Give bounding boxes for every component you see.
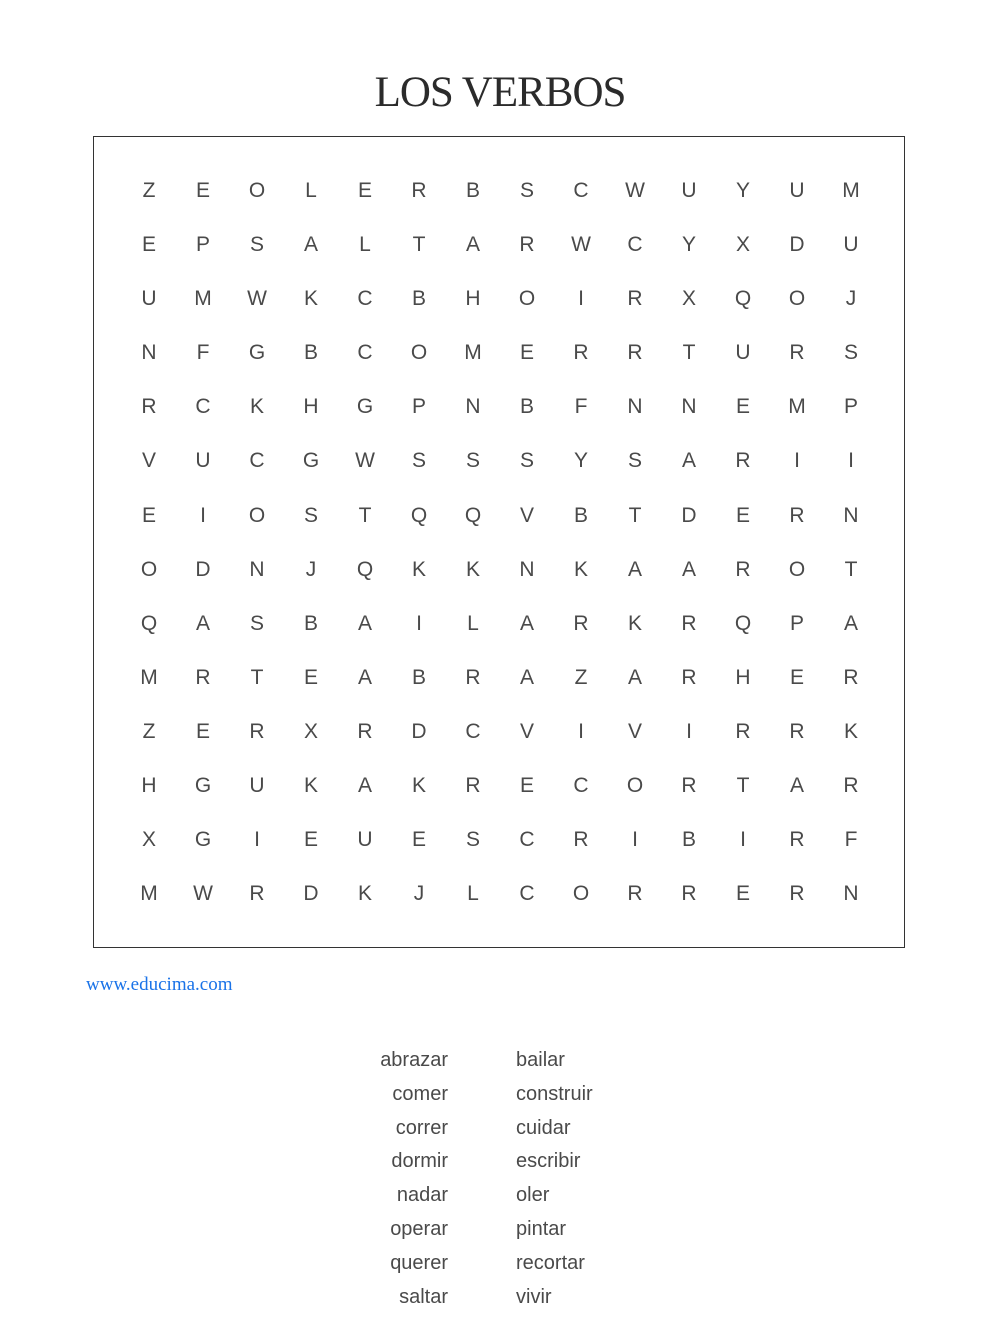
grid-letter[interactable]: A xyxy=(357,611,372,635)
grid-letter[interactable]: A xyxy=(789,774,804,798)
grid-letter[interactable]: S xyxy=(465,449,480,473)
grid-letter[interactable]: N xyxy=(681,395,697,419)
grid-letter[interactable]: C xyxy=(357,341,373,365)
grid-letter[interactable]: S xyxy=(249,611,264,635)
grid-letter[interactable]: T xyxy=(358,503,372,527)
word-item: vivir xyxy=(516,1285,552,1308)
grid-letter[interactable]: R xyxy=(519,233,535,257)
grid-letter[interactable]: T xyxy=(844,557,858,581)
grid-letter[interactable]: U xyxy=(249,774,265,798)
grid-letter[interactable]: T xyxy=(250,665,264,689)
grid-letter[interactable]: G xyxy=(194,774,212,798)
grid-letter[interactable]: E xyxy=(735,395,750,419)
grid-letter[interactable]: E xyxy=(195,179,210,202)
word-item: bailar xyxy=(516,1049,565,1071)
grid-letter[interactable]: U xyxy=(195,449,211,473)
grid-letter[interactable]: B xyxy=(681,828,696,852)
grid-letter[interactable]: R xyxy=(843,774,859,798)
grid-letter[interactable]: U xyxy=(141,287,157,311)
grid-letter[interactable]: E xyxy=(303,828,318,852)
grid-letter[interactable]: C xyxy=(357,287,373,311)
grid-letter[interactable]: M xyxy=(842,179,860,202)
grid-letter[interactable]: R xyxy=(465,665,481,689)
grid-letter[interactable]: Z xyxy=(142,719,156,743)
grid-letter[interactable]: R xyxy=(681,882,697,906)
grid-letter[interactable]: T xyxy=(736,774,750,798)
grid-letter[interactable]: R xyxy=(573,611,589,635)
grid-letter[interactable]: P xyxy=(411,395,426,419)
grid-letter[interactable]: E xyxy=(519,341,534,365)
grid-letter[interactable]: G xyxy=(194,828,212,852)
grid-letter[interactable]: Z xyxy=(142,179,156,202)
grid-letter[interactable]: B xyxy=(411,665,426,689)
grid-letter[interactable]: S xyxy=(843,341,858,365)
grid-letter[interactable]: I xyxy=(686,719,692,743)
grid-letter[interactable]: A xyxy=(519,611,534,635)
grid-letter[interactable]: T xyxy=(412,233,426,257)
grid-letter[interactable]: R xyxy=(681,665,697,689)
grid-letter[interactable]: O xyxy=(572,882,590,906)
grid-letter[interactable]: S xyxy=(519,179,534,202)
grid-letter[interactable]: D xyxy=(681,503,697,527)
grid-letter[interactable]: O xyxy=(248,503,266,527)
grid-letter[interactable]: O xyxy=(518,287,536,311)
word-item: construir xyxy=(516,1082,593,1105)
grid-letter[interactable]: R xyxy=(789,503,805,527)
grid-letter[interactable]: O xyxy=(788,557,806,581)
grid-letter[interactable]: T xyxy=(682,341,696,365)
grid-letter[interactable]: W xyxy=(571,233,591,257)
grid-letter[interactable]: K xyxy=(357,882,372,906)
grid-letter[interactable]: M xyxy=(140,882,158,906)
grid-letter[interactable]: N xyxy=(843,503,859,527)
grid-letter[interactable]: R xyxy=(627,341,643,365)
grid-letter[interactable]: B xyxy=(303,341,318,365)
grid-letter[interactable]: K xyxy=(249,395,264,419)
grid-letter[interactable]: E xyxy=(411,828,426,852)
grid-letter[interactable]: H xyxy=(141,774,157,798)
word-list-right-column xyxy=(516,1044,593,1314)
letter-grid xyxy=(122,164,878,921)
grid-letter[interactable]: K xyxy=(411,557,426,581)
grid-letter[interactable]: G xyxy=(356,395,374,419)
grid-letter[interactable]: A xyxy=(627,665,642,689)
grid-letter[interactable]: Q xyxy=(410,503,428,527)
grid-letter[interactable]: W xyxy=(625,179,645,202)
grid-letter[interactable]: N xyxy=(141,341,157,365)
grid-letter[interactable]: R xyxy=(789,882,805,906)
grid-letter[interactable]: R xyxy=(411,179,427,202)
grid-letter[interactable]: Q xyxy=(140,611,158,635)
grid-letter[interactable]: R xyxy=(789,341,805,365)
word-item: escribir xyxy=(516,1150,581,1173)
grid-letter[interactable]: B xyxy=(303,611,318,635)
grid-letter[interactable]: O xyxy=(410,341,428,365)
grid-letter[interactable]: F xyxy=(844,828,858,852)
grid-letter[interactable]: R xyxy=(735,719,751,743)
grid-letter[interactable]: N xyxy=(465,395,481,419)
grid-letter[interactable]: R xyxy=(735,449,751,473)
grid-letter[interactable]: E xyxy=(735,503,750,527)
grid-letter[interactable]: C xyxy=(465,719,481,743)
grid-letter[interactable]: A xyxy=(357,665,372,689)
grid-letter[interactable]: B xyxy=(411,287,426,311)
grid-letter[interactable]: K xyxy=(411,774,426,798)
word-item: querer xyxy=(390,1251,448,1274)
grid-letter[interactable]: V xyxy=(519,719,534,743)
grid-letter[interactable]: V xyxy=(519,503,534,527)
grid-letter[interactable]: J xyxy=(845,287,857,311)
grid-letter[interactable]: I xyxy=(254,828,260,852)
grid-letter[interactable]: E xyxy=(195,719,210,743)
grid-letter[interactable]: G xyxy=(302,449,320,473)
grid-letter[interactable]: D xyxy=(411,719,427,743)
word-search-grid xyxy=(93,136,905,948)
grid-letter[interactable]: R xyxy=(573,828,589,852)
grid-letter[interactable]: L xyxy=(305,179,317,202)
grid-letter[interactable]: X xyxy=(303,719,318,743)
grid-letter[interactable]: S xyxy=(411,449,426,473)
grid-letter[interactable]: K xyxy=(303,287,318,311)
grid-letter[interactable]: R xyxy=(573,341,589,365)
grid-letter[interactable]: K xyxy=(843,719,858,743)
grid-letter[interactable]: U xyxy=(681,179,697,202)
grid-letter[interactable]: I xyxy=(200,503,206,527)
grid-letter[interactable]: B xyxy=(519,395,534,419)
grid-letter[interactable]: X xyxy=(735,233,750,257)
grid-letter[interactable]: J xyxy=(305,557,317,581)
word-list-left-column xyxy=(380,1044,448,1314)
grid-letter[interactable]: B xyxy=(465,179,480,202)
grid-letter[interactable]: E xyxy=(357,179,372,202)
grid-letter[interactable]: M xyxy=(140,665,158,689)
grid-letter[interactable]: I xyxy=(578,287,584,311)
word-item: operar xyxy=(390,1217,448,1240)
grid-letter[interactable]: M xyxy=(464,341,482,365)
grid-letter[interactable]: I xyxy=(416,611,422,635)
grid-letter[interactable]: F xyxy=(196,341,210,365)
grid-letter[interactable]: O xyxy=(248,179,266,202)
grid-letter[interactable]: A xyxy=(681,449,696,473)
grid-letter[interactable]: L xyxy=(467,882,479,906)
grid-letter[interactable]: I xyxy=(632,828,638,852)
grid-letter[interactable]: R xyxy=(249,882,265,906)
grid-letter[interactable]: Y xyxy=(573,449,588,473)
grid-letter[interactable]: G xyxy=(248,341,266,365)
grid-letter[interactable]: A xyxy=(195,611,210,635)
grid-letter[interactable]: E xyxy=(789,665,804,689)
grid-letter[interactable]: C xyxy=(195,395,211,419)
grid-letter[interactable]: P xyxy=(195,233,210,257)
grid-letter[interactable]: C xyxy=(519,828,535,852)
grid-letter[interactable]: C xyxy=(519,882,535,906)
grid-letter[interactable]: X xyxy=(681,287,696,311)
grid-letter[interactable]: O xyxy=(626,774,644,798)
grid-letter[interactable]: R xyxy=(789,828,805,852)
grid-letter[interactable]: H xyxy=(303,395,319,419)
page-title: LOS VERBOS xyxy=(374,69,626,116)
grid-letter[interactable]: U xyxy=(357,828,373,852)
grid-letter[interactable]: D xyxy=(195,557,211,581)
grid-letter[interactable]: R xyxy=(789,719,805,743)
grid-letter[interactable]: D xyxy=(789,233,805,257)
word-item: dormir xyxy=(391,1150,448,1173)
grid-letter[interactable]: R xyxy=(249,719,265,743)
grid-letter[interactable]: R xyxy=(681,611,697,635)
grid-letter[interactable]: P xyxy=(789,611,804,635)
grid-letter[interactable]: R xyxy=(195,665,211,689)
grid-letter[interactable]: A xyxy=(843,611,858,635)
grid-letter[interactable]: N xyxy=(519,557,535,581)
grid-letter[interactable]: Z xyxy=(574,665,588,689)
grid-letter[interactable]: N xyxy=(843,882,859,906)
grid-letter[interactable]: R xyxy=(735,557,751,581)
grid-letter[interactable]: M xyxy=(194,287,212,311)
word-item: saltar xyxy=(399,1285,448,1308)
grid-letter[interactable]: T xyxy=(628,503,642,527)
grid-letter[interactable]: K xyxy=(465,557,480,581)
grid-letter[interactable]: A xyxy=(303,233,318,257)
grid-letter[interactable]: U xyxy=(735,341,751,365)
grid-letter[interactable]: I xyxy=(848,449,854,473)
grid-letter[interactable]: R xyxy=(357,719,373,743)
grid-letter[interactable]: O xyxy=(140,557,158,581)
grid-letter[interactable]: R xyxy=(627,287,643,311)
word-item: pintar xyxy=(516,1217,567,1240)
grid-letter[interactable]: E xyxy=(735,882,750,906)
grid-letter[interactable]: K xyxy=(627,611,642,635)
grid-letter[interactable]: A xyxy=(681,557,696,581)
grid-letter[interactable]: R xyxy=(627,882,643,906)
word-item: abrazar xyxy=(380,1049,448,1071)
grid-letter[interactable]: C xyxy=(573,774,589,798)
grid-letter[interactable]: Y xyxy=(681,233,696,257)
grid-letter[interactable]: A xyxy=(627,557,642,581)
grid-letter[interactable]: S xyxy=(627,449,642,473)
grid-letter[interactable]: S xyxy=(303,503,318,527)
grid-letter[interactable]: C xyxy=(249,449,265,473)
word-item: oler xyxy=(516,1184,550,1207)
grid-letter[interactable]: W xyxy=(193,882,213,906)
grid-letter[interactable]: V xyxy=(627,719,642,743)
grid-letter[interactable]: A xyxy=(465,233,480,257)
grid-letter[interactable]: C xyxy=(627,233,643,257)
grid-letter[interactable]: A xyxy=(357,774,372,798)
grid-letter[interactable]: I xyxy=(740,828,746,852)
grid-letter[interactable]: D xyxy=(303,882,319,906)
grid-letter[interactable]: R xyxy=(681,774,697,798)
grid-letter[interactable]: E xyxy=(303,665,318,689)
grid-letter[interactable]: R xyxy=(141,395,157,419)
word-item: cuidar xyxy=(516,1116,571,1139)
grid-letter[interactable]: O xyxy=(788,287,806,311)
grid-letter[interactable]: E xyxy=(141,503,156,527)
word-item: nadar xyxy=(396,1184,448,1207)
grid-letter[interactable]: U xyxy=(789,179,805,202)
grid-letter[interactable]: B xyxy=(573,503,588,527)
grid-letter[interactable]: I xyxy=(794,449,800,473)
grid-letter[interactable]: A xyxy=(519,665,534,689)
grid-letter[interactable]: W xyxy=(247,287,267,311)
grid-letter[interactable]: S xyxy=(465,828,480,852)
source-link[interactable]: www.educima.com xyxy=(86,974,233,995)
grid-letter[interactable]: Y xyxy=(735,179,750,202)
grid-letter[interactable]: P xyxy=(843,395,858,419)
grid-letter[interactable]: F xyxy=(574,395,588,419)
word-item: correr xyxy=(395,1116,448,1139)
word-item: comer xyxy=(392,1082,448,1105)
grid-letter[interactable]: Q xyxy=(734,287,752,311)
grid-letter[interactable]: S xyxy=(519,449,534,473)
grid-letter[interactable]: X xyxy=(141,828,156,852)
grid-letter[interactable]: Q xyxy=(356,557,374,581)
grid-letter[interactable]: K xyxy=(303,774,318,798)
grid-letter[interactable]: Q xyxy=(734,611,752,635)
grid-letter[interactable]: E xyxy=(141,233,156,257)
grid-letter[interactable]: K xyxy=(573,557,588,581)
grid-letter[interactable]: S xyxy=(249,233,264,257)
grid-letter[interactable]: N xyxy=(249,557,265,581)
grid-letter[interactable]: W xyxy=(355,449,375,473)
grid-letter[interactable]: J xyxy=(413,882,425,906)
grid-letter[interactable]: Q xyxy=(464,503,482,527)
grid-letter[interactable]: N xyxy=(627,395,643,419)
grid-letter[interactable]: H xyxy=(465,287,481,311)
word-item: recortar xyxy=(516,1251,585,1274)
grid-letter[interactable]: C xyxy=(573,179,589,202)
grid-letter[interactable]: L xyxy=(359,233,371,257)
grid-letter[interactable]: U xyxy=(843,233,859,257)
grid-letter[interactable]: M xyxy=(788,395,806,419)
grid-letter[interactable]: H xyxy=(735,665,751,689)
grid-letter[interactable]: I xyxy=(578,719,584,743)
grid-letter[interactable]: R xyxy=(465,774,481,798)
grid-letter[interactable]: V xyxy=(141,449,156,473)
grid-letter[interactable]: R xyxy=(843,665,859,689)
grid-letter[interactable]: E xyxy=(519,774,534,798)
grid-letter[interactable]: L xyxy=(467,611,479,635)
